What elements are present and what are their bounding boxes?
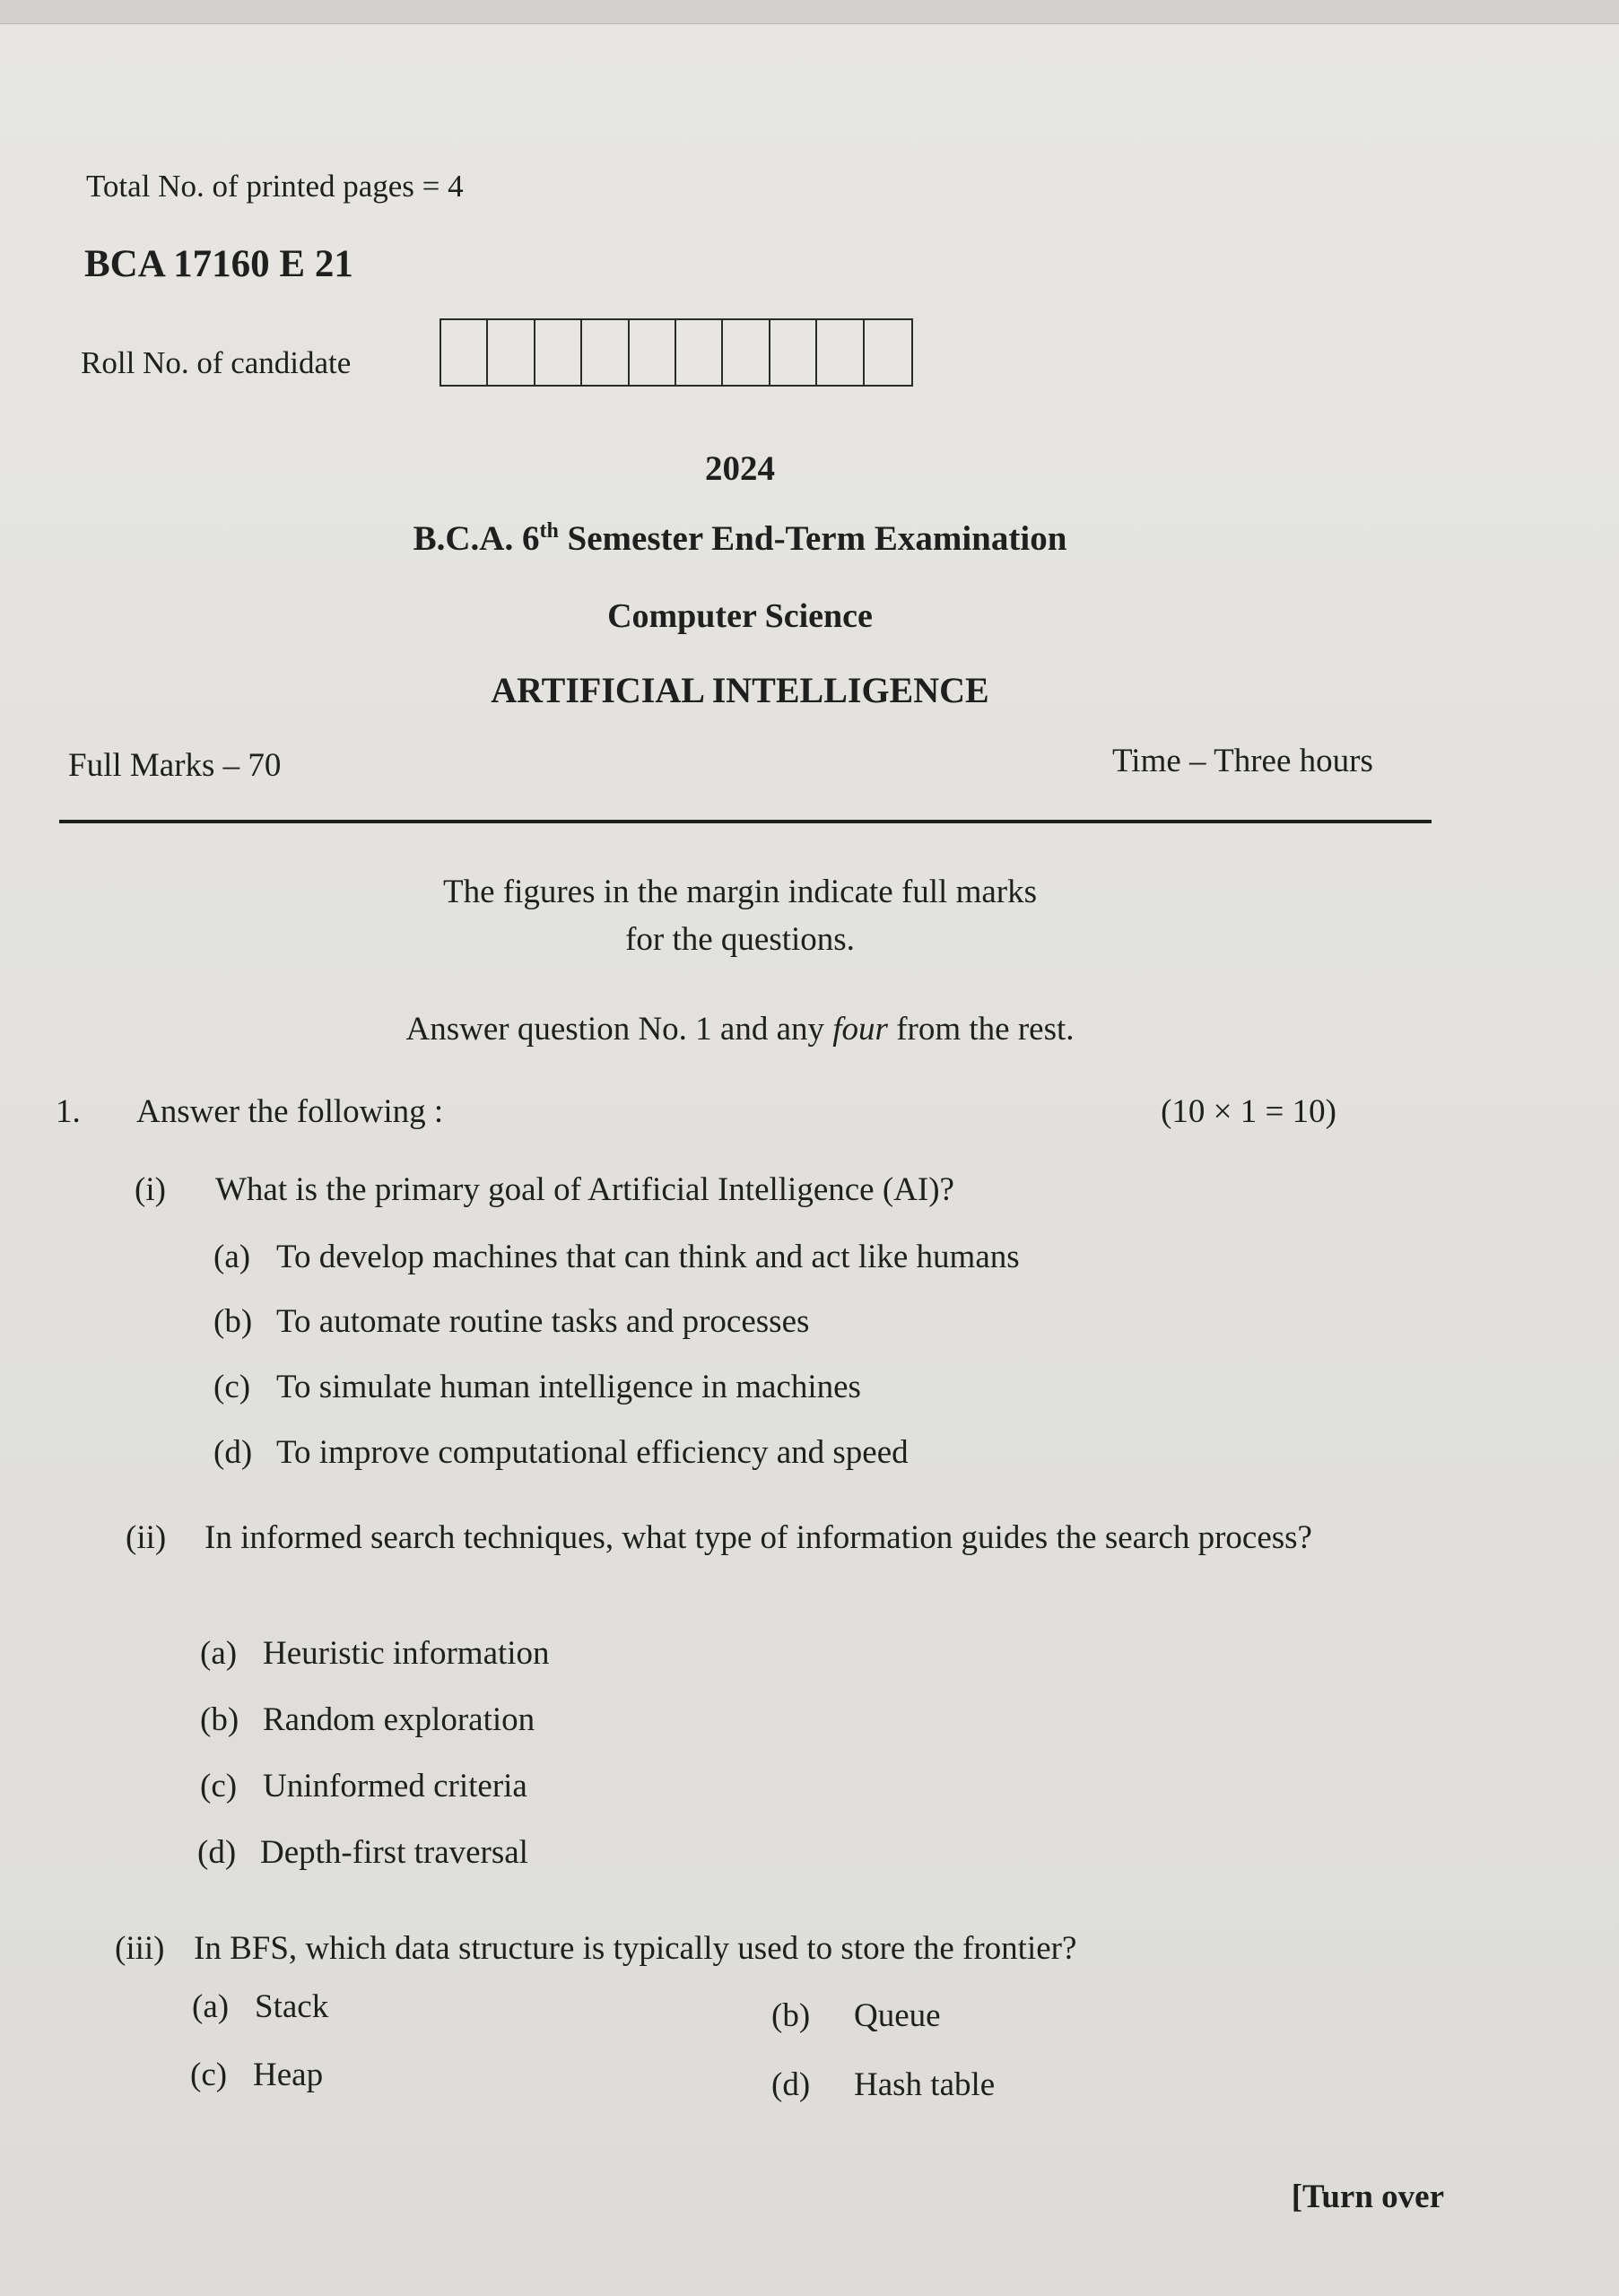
roll-box[interactable] <box>865 320 911 385</box>
option-label: (d) <box>771 2066 811 2103</box>
option-text: Heap <box>253 2057 324 2093</box>
roll-box[interactable] <box>817 320 864 385</box>
exam-title-end: Semester End-Term Examination <box>558 519 1067 558</box>
subquestion-i <box>135 1166 1435 1220</box>
subquestion-text: In BFS, which data structure is typically used to store the frontier? <box>194 1930 1077 1967</box>
answer-instruction-prefix: Answer question No. 1 and any <box>405 1011 833 1048</box>
subquestion-text: What is the primary goal of Artificial Intelligence (AI)? <box>215 1171 954 1208</box>
option-label: (c) <box>213 1369 251 1405</box>
subquestion-text: In informed search techniques, what type of information guides the search process? <box>205 1519 1312 1556</box>
option-label: (b) <box>771 1997 811 2034</box>
exam-year: 2024 <box>705 449 775 488</box>
printed-pages-label: Total No. of printed pages = 4 <box>86 169 464 204</box>
question-marks: (10 × 1 = 10) <box>1161 1093 1336 1130</box>
subject-title: Computer Science <box>607 597 873 635</box>
margin-instruction-line-2: for the questions. <box>625 921 855 958</box>
option-ii-c[interactable] <box>200 1767 527 1805</box>
option-i-b[interactable] <box>213 1302 809 1341</box>
option-ii-b[interactable] <box>200 1700 535 1739</box>
question-number: 1. <box>56 1093 81 1130</box>
option-text: Random exploration <box>263 1701 535 1738</box>
option-text: To improve computational efficiency and speed <box>276 1434 909 1471</box>
option-iii-d[interactable] <box>771 2066 995 2104</box>
roll-box[interactable] <box>582 320 629 385</box>
roll-box[interactable] <box>630 320 676 385</box>
option-ii-d[interactable] <box>197 1833 528 1872</box>
roll-box[interactable] <box>441 320 488 385</box>
option-text: Uninformed criteria <box>263 1768 527 1805</box>
exam-time: Time – Three hours <box>1112 743 1373 779</box>
exam-title-superscript: th <box>539 519 559 543</box>
answer-instruction-emphasis: four <box>832 1011 888 1048</box>
option-text: To develop machines that can think and act like humans <box>276 1239 1020 1275</box>
option-text: To automate routine tasks and processes <box>276 1303 810 1340</box>
option-label: (d) <box>197 1834 237 1871</box>
option-ii-a[interactable] <box>200 1634 550 1673</box>
subquestion-ii <box>126 1514 1444 1617</box>
option-label: (c) <box>200 1768 238 1805</box>
option-label: (c) <box>190 2057 228 2093</box>
option-iii-b[interactable] <box>771 1996 941 2035</box>
option-iii-c[interactable] <box>190 2056 323 2094</box>
answer-instruction <box>0 1010 1480 1048</box>
option-i-c[interactable] <box>213 1368 861 1406</box>
roll-box[interactable] <box>676 320 723 385</box>
subquestion-label: (ii) <box>126 1519 167 1556</box>
header-divider <box>59 820 1432 823</box>
option-label: (d) <box>213 1434 253 1471</box>
option-label: (a) <box>213 1239 251 1275</box>
roll-number-boxes[interactable] <box>440 318 913 387</box>
option-i-a[interactable] <box>213 1238 1020 1276</box>
full-marks: Full Marks – 70 <box>68 747 282 784</box>
subquestion-label: (iii) <box>115 1930 165 1967</box>
option-text: Heuristic information <box>263 1635 550 1672</box>
answer-instruction-suffix: from the rest. <box>887 1011 1075 1048</box>
exam-title <box>0 518 1480 559</box>
option-label: (b) <box>200 1701 239 1738</box>
roll-box[interactable] <box>723 320 770 385</box>
roll-box[interactable] <box>770 320 817 385</box>
option-text: Stack <box>255 1988 329 2025</box>
question-text: Answer the following : <box>136 1093 444 1130</box>
subquestion-iii <box>115 1925 1442 1979</box>
paper-top-edge <box>0 0 1619 24</box>
option-i-d[interactable] <box>213 1433 909 1472</box>
option-label: (b) <box>213 1303 253 1340</box>
margin-instruction-line-1: The figures in the margin indicate full marks <box>442 874 1038 910</box>
paper-title: ARTIFICIAL INTELLIGENCE <box>491 670 989 710</box>
exam-title-start: B.C.A. 6 <box>413 519 540 558</box>
option-label: (a) <box>192 1988 230 2025</box>
roll-box[interactable] <box>535 320 582 385</box>
paper-code: BCA 17160 E 21 <box>84 243 353 285</box>
subquestion-label: (i) <box>135 1171 166 1208</box>
option-text: To simulate human intelligence in machines <box>276 1369 861 1405</box>
option-iii-a[interactable] <box>192 1987 328 2026</box>
option-text: Depth-first traversal <box>260 1834 528 1871</box>
option-text: Hash table <box>854 2066 996 2103</box>
roll-box[interactable] <box>488 320 535 385</box>
option-label: (a) <box>200 1635 238 1672</box>
roll-number-label: Roll No. of candidate <box>81 345 352 380</box>
option-text: Queue <box>854 1997 941 2034</box>
turn-over-note: [Turn over <box>1291 2179 1444 2215</box>
